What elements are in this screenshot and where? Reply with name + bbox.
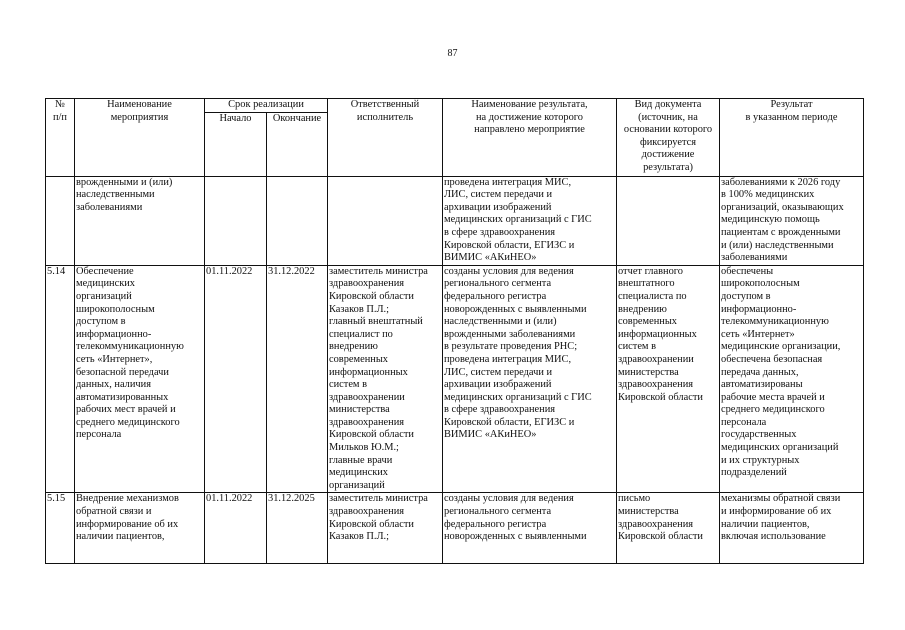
row-end xyxy=(267,176,328,265)
row-result-name: проведена интеграция МИС, ЛИС, систем передачи и архивации изображений медицинских организаций с ГИС в сфере здравоохранения Кировской области, ЕГИЗС и ВИМИС «АКиНЕО» xyxy=(443,176,617,265)
row-end xyxy=(267,493,328,564)
row-doc-type: отчет главного внештатного специалиста по внедрению современных информационных систем в здравоохранении министерства здравоохранения Кировской области xyxy=(617,265,720,493)
table-row xyxy=(46,493,864,564)
row-name-text: Внедрение механизмов обратной связи и информирование об их наличии пациентов, xyxy=(76,493,179,543)
row-result-name: созданы условия для ведения регионального сегмента федерального регистра новорожденных с выявленными наследственными и (или) врожденными заболеваниями в результате проведения РНС; проведена интеграция МИС, ЛИС, систем передачи и архивации изображений медицинских организаций с ГИС в сфере здравоохранения Кировской области, ЕГИЗС и ВИМИС «АКиНЕО» xyxy=(443,265,617,493)
row-result-name-text: созданы условия для ведения регионального сегмента федерального регистра новорожденных с выявленными xyxy=(444,493,587,543)
row-start xyxy=(205,176,267,265)
table-header-row xyxy=(46,99,864,113)
row-executor-text: заместитель министра здравоохранения Кировской области Казаков П.Л.; xyxy=(329,493,428,543)
header-name: Наименование мероприятия xyxy=(75,99,205,177)
row-doc-type xyxy=(617,176,720,265)
row-result: обеспечены широкополосным доступом в информационно- телекоммуникационную сеть «Интернет» медицинские организации, обеспечена безопасная передача данных, автоматизированы рабочие места врачей и среднего медицинского персонала государственных медицинских организаций и их структурных подразделений xyxy=(720,265,864,493)
row-end: 31.12.2022 xyxy=(267,265,328,493)
row-start: 01.11.2022 xyxy=(205,265,267,493)
measures-table xyxy=(45,98,864,564)
header-end: Окончание xyxy=(267,112,328,176)
row-doc-type xyxy=(617,493,720,564)
row-executor xyxy=(328,493,443,564)
row-result: заболеваниями к 2026 году в 100% медицинских организаций, оказывающих медицинскую помощь пациентам с врожденными и (или) наследственными заболеваниями xyxy=(720,176,864,265)
header-term: Срок реализации xyxy=(205,99,328,113)
header-result-name: Наименование результата, на достижение которого направлено мероприятие xyxy=(443,99,617,177)
row-result-text: механизмы обратной связи и информирование об их наличии пациентов, включая использование xyxy=(721,493,841,543)
header-executor: Ответственный исполнитель xyxy=(328,99,443,177)
row-executor xyxy=(328,176,443,265)
header-start: Начало xyxy=(205,112,267,176)
row-start xyxy=(205,493,267,564)
row-doc-type-text: письмо министерства здравоохранения Кировской области xyxy=(618,493,703,543)
row-num xyxy=(46,493,75,564)
row-num-text: 5.15 xyxy=(47,493,66,505)
row-name: Обеспечение медицинских организаций широкополосным доступом в информационно- телекоммуникационную сеть «Интернет», безопасной передачи данных, наличия автоматизированных рабочих мест врачей и среднего медицинского персонала xyxy=(75,265,205,493)
header-doc-type: Вид документа (источник, на основании которого фиксируется достижение результата) xyxy=(617,99,720,177)
row-executor: заместитель министра здравоохранения Кировской области Казаков П.Л.; главный внештатный специалист по внедрению современных информационных систем в здравоохранении министерства здравоохранения Кировской области Мильков Ю.М.; главные врачи медицинских организаций xyxy=(328,265,443,493)
header-result: Результат в указанном периоде xyxy=(720,99,864,177)
row-start-text: 01.11.2022 xyxy=(206,493,253,505)
row-name: врожденными и (или) наследственными заболеваниями xyxy=(75,176,205,265)
page-number: 87 xyxy=(447,48,458,59)
table-row xyxy=(46,265,864,493)
row-name xyxy=(75,493,205,564)
row-result-name xyxy=(443,493,617,564)
row-num xyxy=(46,176,75,265)
header-num: № п/п xyxy=(46,99,75,177)
row-result xyxy=(720,493,864,564)
row-end-text: 31.12.2025 xyxy=(268,493,315,505)
row-num: 5.14 xyxy=(46,265,75,493)
table-row xyxy=(46,176,864,265)
